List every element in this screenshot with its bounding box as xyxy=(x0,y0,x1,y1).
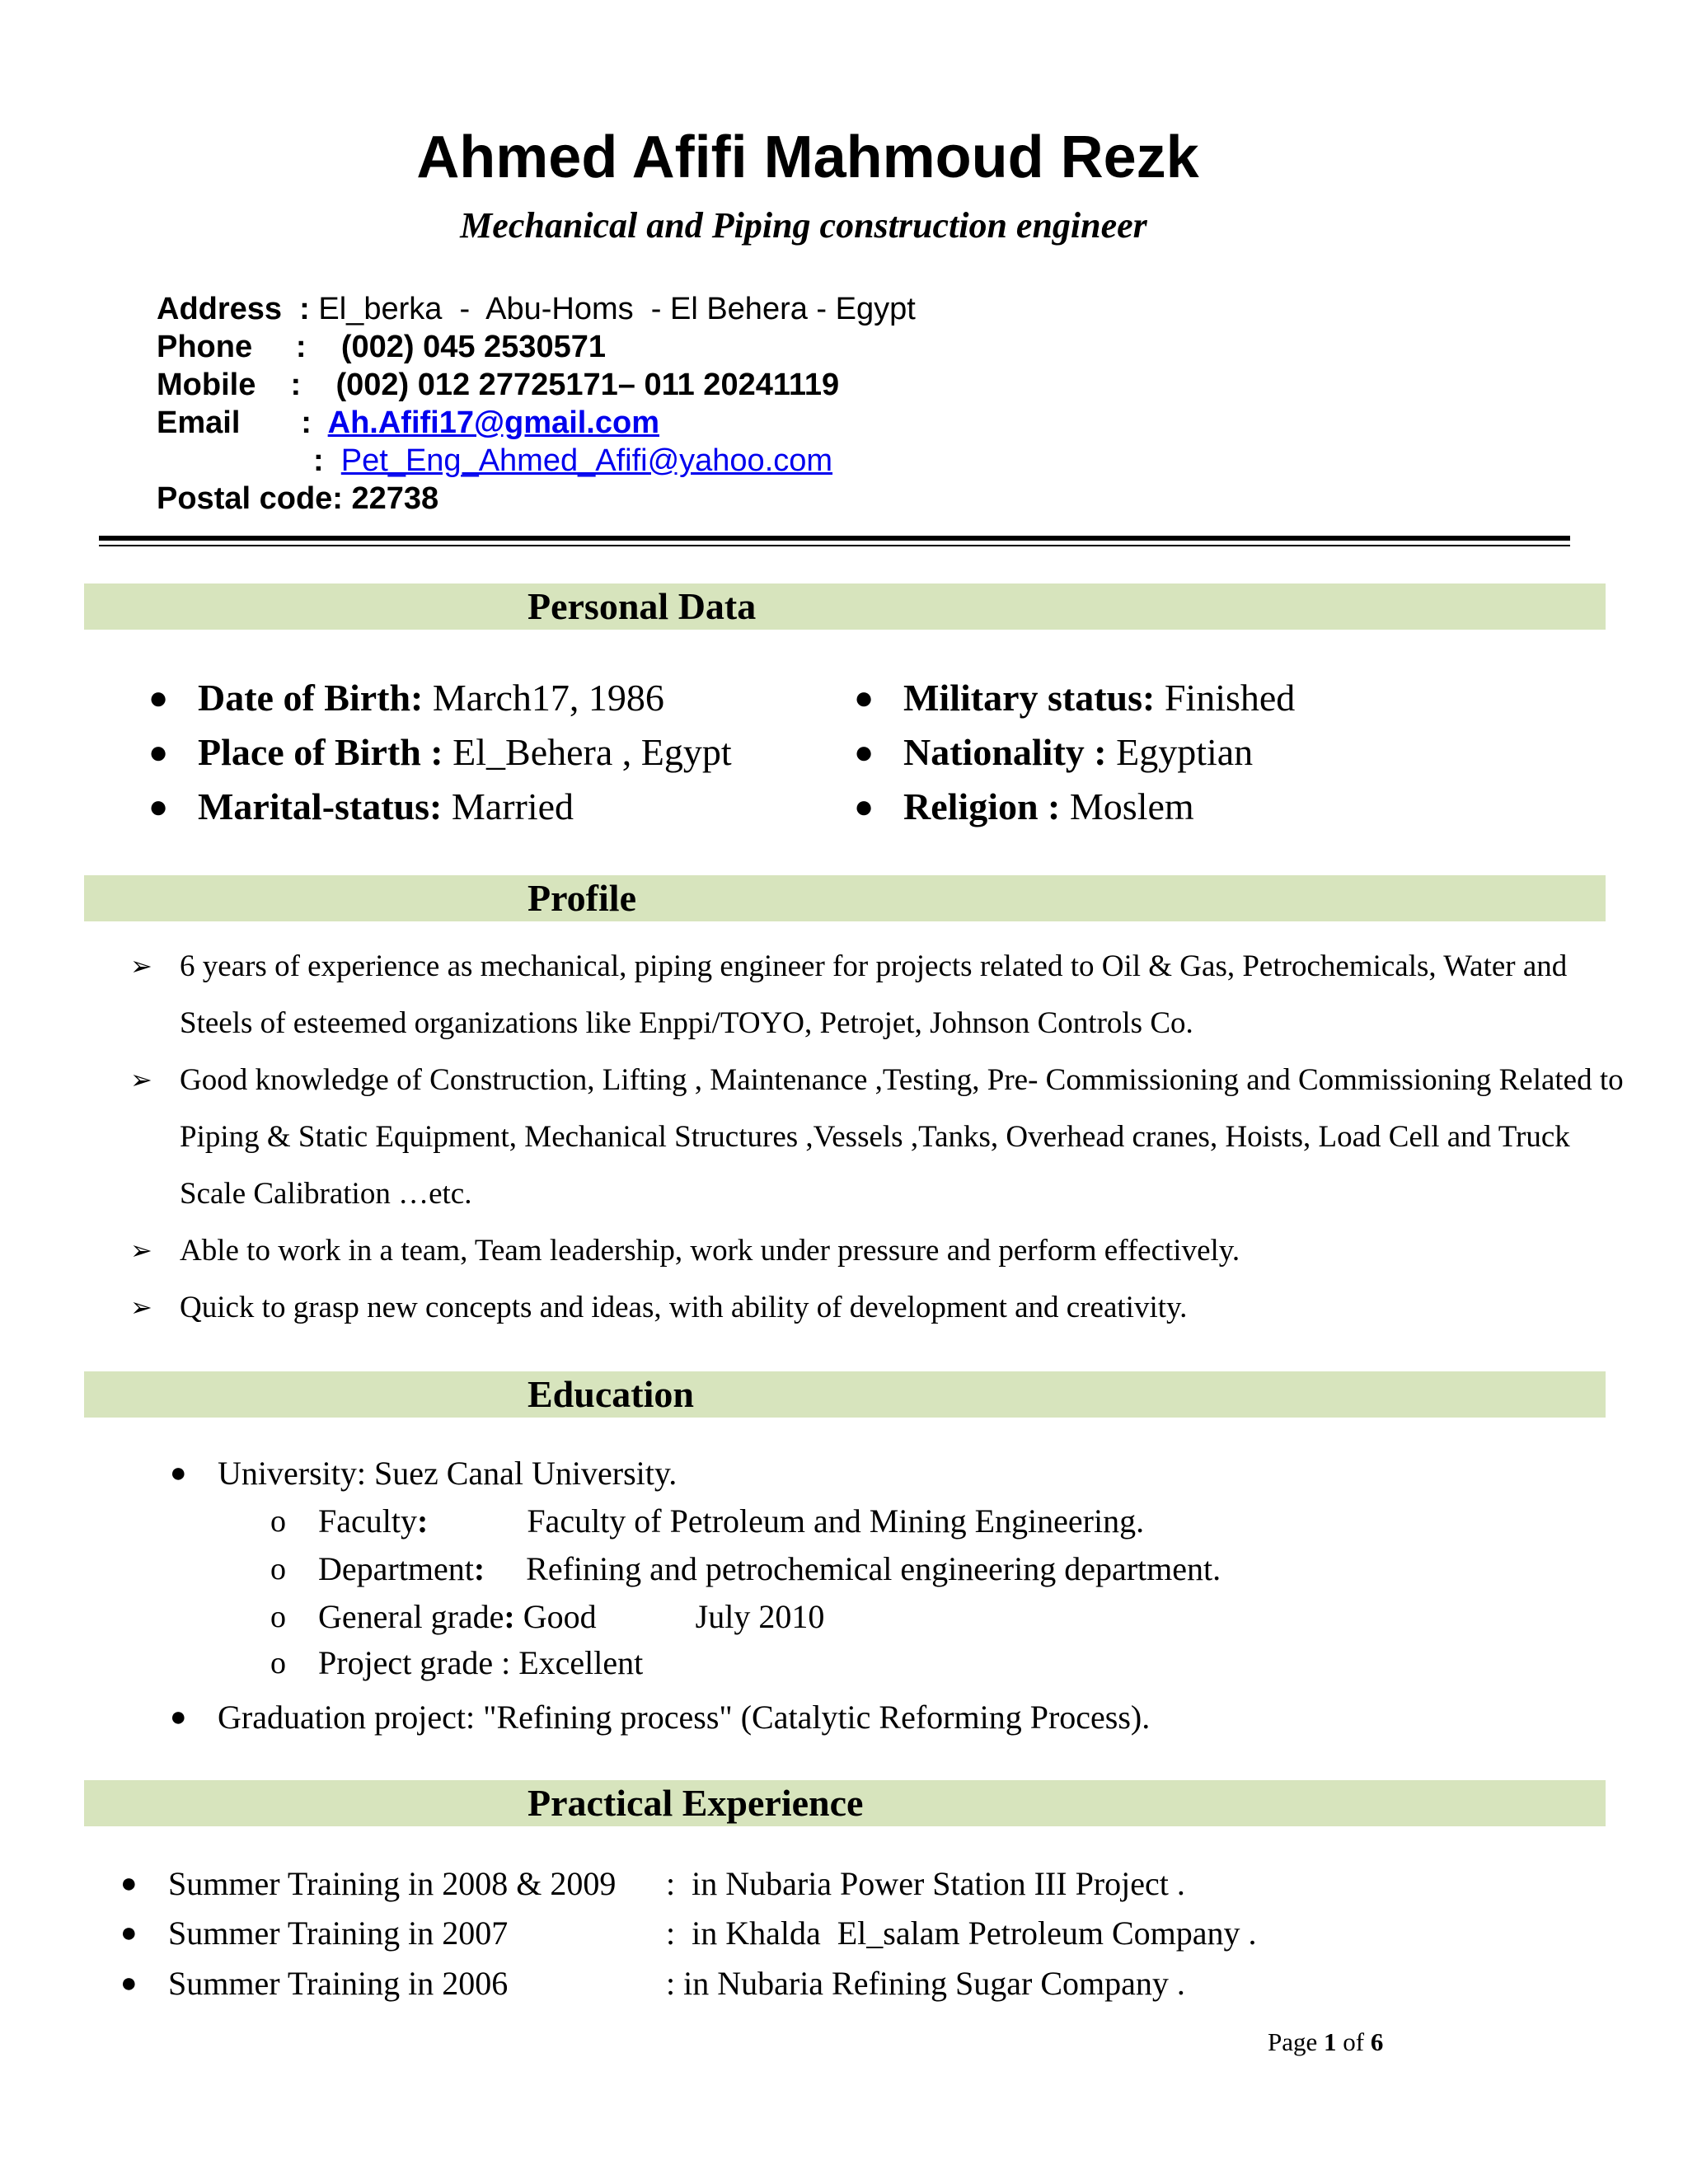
candidate-name: Ahmed Afifi Mahmoud Rezk xyxy=(416,124,1199,190)
personal-item: ● Military status: Finished xyxy=(854,677,1296,719)
header-divider-thin xyxy=(99,545,1570,546)
section-title-personal: Personal Data xyxy=(528,585,757,627)
contact-postal xyxy=(157,480,438,518)
bullet-icon: ● xyxy=(120,1968,138,1999)
page-number: Page 1 of 6 xyxy=(1268,2027,1384,2056)
profile-item: ➢ 6 years of experience as mechanical, piping engineer for projects related to Oil & Gas, Petrochemicals, Water and Steels of esteemed organizations like Enppi/TOYO, Petrojet, Johnson Controls Co. xyxy=(180,938,1630,1052)
address-value: El_berka - Abu-Homs - El Behera - Egypt xyxy=(318,292,916,326)
circle-bullet-icon: o xyxy=(270,1600,286,1634)
postal-label: Postal code: xyxy=(157,481,343,516)
section-title-experience: Practical Experience xyxy=(528,1782,864,1824)
bullet-icon: ● xyxy=(854,788,874,825)
experience-item: ● Summer Training in 2007 xyxy=(120,1915,509,1952)
email-link-primary[interactable]: Ah.Afifi17@gmail.com xyxy=(327,405,659,440)
mobile-value: (002) 012 27725171– 011 20241119 xyxy=(335,368,840,402)
bullet-icon: ● xyxy=(148,679,169,716)
profile-item: ➢ Quick to grasp new concepts and ideas, with ability of development and creativity. xyxy=(180,1279,1630,1336)
personal-item: ● Marital-status: Married xyxy=(148,785,574,827)
arrow-bullet-icon: ➢ xyxy=(130,1291,152,1323)
personal-item: ● Nationality : Egyptian xyxy=(854,731,1254,773)
contact-email-secondary: : Pet_Eng_Ahmed_Afifi@yahoo.com xyxy=(313,443,833,478)
bullet-icon: ● xyxy=(120,1918,138,1948)
experience-item-detail: : in Nubaria Power Station III Project . xyxy=(666,1865,1185,1902)
personal-item: ● Religion : Moslem xyxy=(854,785,1194,827)
education-graduation-project: ● Graduation project: "Refining process" (Catalytic Reforming Process). xyxy=(170,1699,1151,1736)
bullet-icon: ● xyxy=(170,1702,187,1732)
experience-item-detail: : in Nubaria Refining Sugar Company . xyxy=(666,1965,1185,2002)
contact-email: Email : Ah.Afifi17@gmail.com xyxy=(157,405,659,440)
profile-item: ➢ Good knowledge of Construction, Lifting , Maintenance ,Testing, Pre- Commissioning and Commissioning Related to Piping & Static Equipment, Mechanical Structures ,Vessels ,Tanks, Overhead cranes, Hoists, Load Cell and Truck Scale Calibration …etc. xyxy=(180,1052,1630,1222)
experience-item: ● Summer Training in 2008 & 2009 xyxy=(120,1865,617,1902)
phone-value: (002) 045 2530571 xyxy=(340,330,606,364)
profile-item: ➢ Able to work in a team, Team leadership, work under pressure and perform effectively. xyxy=(180,1222,1630,1279)
education-department: o Department: Refining and petrochemical engineering department. xyxy=(270,1550,1221,1587)
personal-item: ● Place of Birth : El_Behera , Egypt xyxy=(148,731,732,773)
circle-bullet-icon: o xyxy=(270,1552,286,1586)
education-grade: o General grade: Good July 2010 xyxy=(270,1598,825,1635)
header-divider-thick xyxy=(99,536,1570,541)
bullet-icon: ● xyxy=(120,1868,138,1899)
circle-bullet-icon: o xyxy=(270,1504,286,1539)
experience-item: ● Summer Training in 2006 xyxy=(120,1965,509,2002)
email-link-secondary[interactable]: Pet_Eng_Ahmed_Afifi@yahoo.com xyxy=(340,443,833,478)
bullet-icon: ● xyxy=(148,788,169,825)
education-faculty: o Faculty: Faculty of Petroleum and Mining Engineering. xyxy=(270,1502,1145,1540)
arrow-bullet-icon: ➢ xyxy=(130,950,152,982)
circle-bullet-icon: o xyxy=(270,1646,286,1680)
bullet-icon: ● xyxy=(854,733,874,771)
bullet-icon: ● xyxy=(854,679,874,716)
contact-phone: Phone : (002) 045 2530571 xyxy=(157,330,606,364)
section-title-education: Education xyxy=(528,1373,694,1415)
personal-item: ● Date of Birth: March17, 1986 xyxy=(148,677,664,719)
contact-address: Address : El_berka - Abu-Homs - El Behera - Egypt xyxy=(157,292,916,326)
section-band-profile xyxy=(84,875,1606,921)
phone-label: Phone xyxy=(157,330,253,364)
postal-value: 22738 xyxy=(351,481,439,516)
arrow-bullet-icon: ➢ xyxy=(130,1064,152,1095)
mobile-label: Mobile xyxy=(157,368,256,402)
contact-mobile: Mobile : (002) 012 27725171– 011 20241119 xyxy=(157,368,840,402)
education-university: ● University: Suez Canal University. xyxy=(170,1455,678,1492)
section-title-profile: Profile xyxy=(528,877,636,919)
job-title: Mechanical and Piping construction engineer xyxy=(460,205,1147,246)
section-band-personal xyxy=(84,583,1606,630)
experience-item-detail: : in Khalda El_salam Petroleum Company . xyxy=(666,1915,1257,1952)
education-project-grade: o Project grade : Excellent xyxy=(270,1644,644,1681)
email-label: Email xyxy=(157,405,241,440)
bullet-icon: ● xyxy=(170,1458,187,1488)
bullet-icon: ● xyxy=(148,733,169,771)
section-band-education xyxy=(84,1371,1606,1418)
arrow-bullet-icon: ➢ xyxy=(130,1235,152,1266)
address-label: Address xyxy=(157,292,283,326)
